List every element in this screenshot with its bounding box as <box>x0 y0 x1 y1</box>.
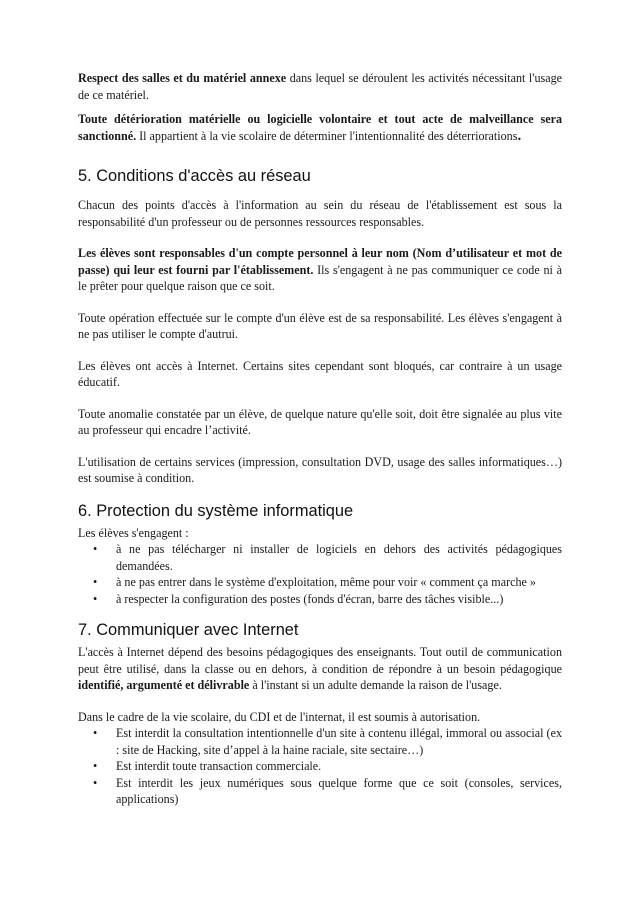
section-6-heading: 6. Protection du système informatique <box>78 501 354 520</box>
list-item-text: Est interdit toute transaction commerciale. <box>116 759 322 773</box>
intro-paragraph-1 <box>78 70 562 103</box>
document-page <box>78 70 562 808</box>
section-7-list <box>78 725 562 808</box>
intro-paragraph-2-bold: Toute détérioration matérielle ou logicielle volontaire et tout acte de malveillance sera sanctionné. <box>78 112 562 143</box>
section-7-paragraph-1-bold: identifié, argumenté et délivrable <box>78 678 250 692</box>
section-5-paragraph-2 <box>78 245 562 295</box>
list-item-text: Est interdit les jeux numériques sous quelque forme que ce soit (consoles, services, applications) <box>116 775 562 806</box>
list-item-text: à respecter la configuration des postes (fonds d'écran, barre des tâches visible...) <box>116 591 504 606</box>
section-7-paragraph-2: Dans le cadre de la vie scolaire, du CDI et de l'internat, il est soumis à autorisation. <box>78 709 481 724</box>
list-item-text: Est interdit la consultation intentionnelle d'un site à contenu illégal, immoral ou associal (ex : site de Hacking, site d’appel à la haine raciale, site sectaire…) <box>116 726 562 757</box>
list-item <box>78 574 562 591</box>
bullet-icon: • <box>93 726 98 740</box>
section-5-paragraph-4: Les élèves ont accès à Internet. Certains sites cependant sont bloqués, car contraire à un usage éducatif. <box>78 358 562 389</box>
section-7-paragraph-1 <box>78 644 562 694</box>
section-6-list <box>78 541 562 607</box>
bullet-icon: • <box>93 759 98 773</box>
intro-paragraph-1-text: dans lequel se déroulent les activités nécessitant l'usage de ce matériel. <box>78 71 562 102</box>
bullet-icon: • <box>93 542 98 556</box>
intro-paragraph-2-period: . <box>517 127 522 144</box>
bullet-icon: • <box>93 775 98 790</box>
section-5-paragraph-2-text: Ils s'engagent à ne pas communiquer ce code ni à le prêter pour quelque raison que ce soit. <box>78 262 562 293</box>
list-item <box>78 758 562 775</box>
section-5-paragraph-3: Toute opération effectuée sur le compte d'un élève est de sa responsabilité. Les élèves s'engagent à ne pas utiliser le compte d'autrui. <box>78 310 562 341</box>
section-5-paragraph-2-bold: Les élèves sont responsables d'un compte personnel à leur nom (Nom d’utilisateur et mot de passe) qui leur est fourni par l'établissement. <box>78 246 562 277</box>
section-6-intro: Les élèves s'engagent : <box>78 525 189 540</box>
section-7-heading: 7. Communiquer avec Internet <box>78 621 299 639</box>
intro-paragraph-2-text: Il appartient à la vie scolaire de déterminer l'intentionnalité des déterriorations <box>136 128 518 143</box>
list-item-text: à ne pas télécharger ni installer de logiciels en dehors des activités pédagogiques demandées. <box>116 542 562 573</box>
bullet-icon: • <box>93 575 98 589</box>
section-7-paragraph-1-text-a: L'accès à Internet dépend des besoins pédagogiques des enseignants. Tout outil de communication peut être utilisé, dans la classe ou en dehors, à condition de répondre à un besoin pédagogique <box>78 645 562 676</box>
intro-paragraph-2 <box>78 111 562 144</box>
list-item <box>78 725 562 758</box>
list-item <box>78 591 562 608</box>
list-item <box>78 775 562 808</box>
intro-paragraph-1-bold: Respect des salles et du matériel annexe <box>78 71 287 85</box>
section-5-heading: 5. Conditions d'accès au réseau <box>78 167 311 185</box>
section-5-paragraph-6: L'utilisation de certains services (impression, consultation DVD, usage des salles informatiques…) est soumise à condition. <box>78 454 562 485</box>
section-5-paragraph-5: Toute anomalie constatée par un élève, de quelque nature qu'elle soit, doit être signalée au plus vite au professeur qui encadre l’activité. <box>78 406 562 437</box>
section-5-paragraph-1: Chacun des points d'accès à l'information au sein du réseau de l'établissement est sous la responsabilité d'un professeur ou de personnes ressources responsables. <box>78 198 562 229</box>
list-item-text: à ne pas entrer dans le système d'exploitation, même pour voir « comment ça marche » <box>116 575 536 589</box>
section-7-paragraph-1-text-b: à l'instant si un adulte demande la raison de l'usage. <box>249 678 502 692</box>
list-item <box>78 541 562 574</box>
bullet-icon: • <box>93 591 98 606</box>
